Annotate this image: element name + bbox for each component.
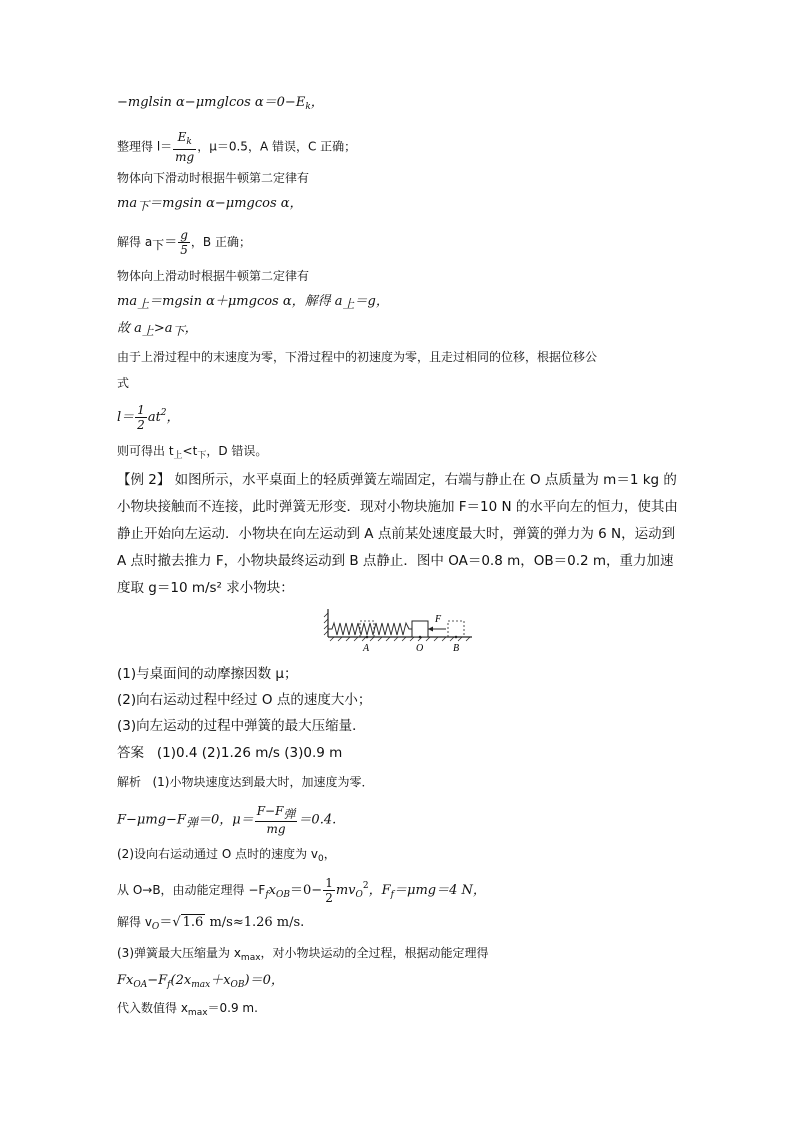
text-conclusion: 则可得出 $t_上<t_下$，D 错误。 [117,444,268,461]
text-formula-label: 式 [117,376,130,390]
equation-downward: ma下＝mgsin α−μmgcos α， [117,196,303,213]
question-2: (2)向右运动过程中经过 O 点的速度大小； [117,692,372,708]
equation-a-down: 解得 a下＝ $\frac{g}{5}$ ，B 正确； [117,228,251,257]
spring-block-figure [322,607,474,657]
text-downward-newton: 物体向下滑动时根据牛顿第二定律有 [117,171,310,185]
example-problem [117,467,679,602]
label-o: O [416,643,424,654]
wall-hatch [324,613,328,635]
answer-values: (1)0.4 (2)1.26 m/s (3)0.9 m [156,745,343,761]
example-label: 【例 2】 [117,472,171,488]
label-f: F [435,614,442,625]
equation-l-result: 整理得 l＝ $\frac{E_k}{mg}$ ，μ＝0.5，A 错误，C 正确； [117,130,357,164]
analysis-final: 代入数值得 $x_{max}=0.9$ m. [117,1001,258,1018]
label-a: A [363,643,370,654]
block-position-b [448,621,464,637]
analysis-line-3: (2)设向右运动通过 O 点时的速度为 $v_0$， [117,847,336,864]
force-arrowhead [428,627,433,632]
answer-line [117,743,342,763]
point-a [366,636,369,639]
point-o [419,636,422,639]
analysis-line-6: (3)弹簧最大压缩量为 $x_{max}$，对小物块运动的全过程，根据动能定理得 [117,946,489,963]
text-displacement: 由于上滑过程中的末速度为零，下滑过程中的初速度为零，且走过相同的位移，根据位移公 [117,350,598,364]
equation-displacement: l＝ $\frac{1}{2}$ $at^2$， [117,403,180,432]
answer-label: 答案 [117,745,144,761]
analysis-equation-velocity: 解得 $v_O=√$ 1.6 m/s≈1.26 m/s. [117,915,305,932]
spring [328,623,412,635]
label-b: B [453,643,460,654]
text-upward-newton: 物体向上滑动时根据牛顿第二定律有 [117,269,310,283]
equation-energy: −mglsin α−μmglcos $\alpha=0-E_k$， [117,95,324,112]
analysis-equation-energy: 从 O→B，由动能定理得 $-F_fx_{OB}=0-$ $\frac{1}{2}$ $mv_O^2$，$F_f=\mu mg=4$ N， [117,876,486,905]
point-b [455,636,458,639]
equation-compare: 故 a上>a下， [117,321,198,338]
question-1: (1)与桌面间的动摩擦因数 μ； [117,666,298,682]
analysis-label: 解析 [117,775,142,789]
analysis-line-1: 解析 (1)小物块速度达到最大时，加速度为零． [117,775,374,789]
analysis-equation-total: $Fx_{OA}-F_f(2x_{max}+x_{OB})=0$， [117,973,284,990]
block [412,621,428,637]
example-text: 如图所示，水平桌面上的轻质弹簧左端固定，右端与静止在 O 点质量为 m＝1 kg 的小物块接触而不连接，此时弹簧无形变．现对小物块施加 F＝10 N 的水平向左的恒力，使其由静止开始向左运动．小物块在向左运动到 A 点前某处速度最大时，弹簧的弹力为 6 N，运动到 A 点时撤去推力 F，小物块最终运动到 B 点静止．图中 OA＝0.8 m，OB＝0.2 m，重力加速度取 g＝10 m/s² 求小物块： [117,472,678,596]
equation-upward: ma上＝mgsin α＋μmgcos α，解得 a上＝g， [117,294,389,311]
analysis-equation-mu: F−μmg−F弹＝0，μ＝ $\frac{\text{F−F弹}}{mg}$ ＝0.4. [117,804,337,836]
question-3: (3)向左运动的过程中弹簧的最大压缩量． [117,718,366,734]
